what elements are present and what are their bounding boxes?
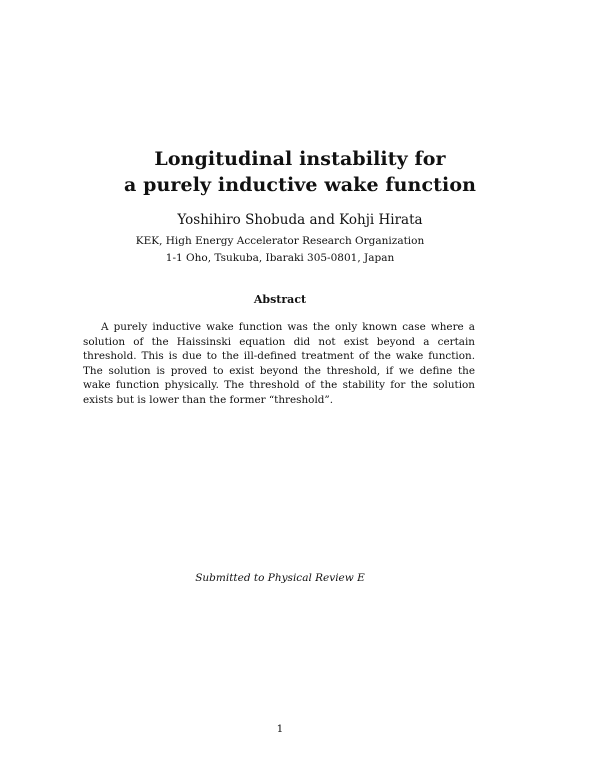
submitted-note: Submitted to Physical Review E — [195, 572, 365, 584]
affiliation-line-1: KEK, High Energy Accelerator Research Organization — [135, 235, 425, 247]
affiliation-line-2: 1-1 Oho, Tsukuba, Ibaraki 305-0801, Japan — [165, 252, 395, 264]
paper-title-line-1: Longitudinal instability for — [154, 148, 446, 170]
paper-authors: Yoshihiro Shobuda and Kohji Hirata — [177, 212, 423, 228]
abstract-heading: Abstract — [253, 293, 307, 306]
abstract-body: A purely inductive wake function was the only known case where a solution of the Haissinski equation did not exist beyond a certain threshold. This is due to the ill-defined treatment of the wake function. The solution is proved to exist beyond the threshold, if we define the wake function physically. The threshold of the stability for the solution exists but is lower than the former “threshold”. — [83, 321, 475, 406]
paper-title-line-2: a purely inductive wake function — [123, 174, 477, 196]
page-number: 1 — [276, 723, 284, 735]
